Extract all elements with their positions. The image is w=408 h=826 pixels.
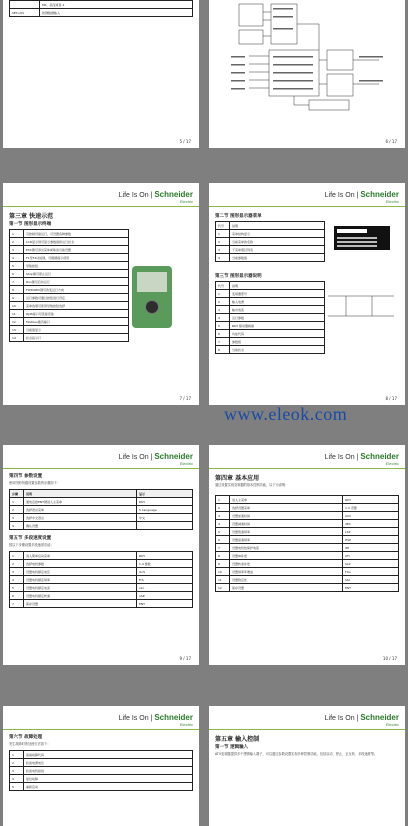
schneider-logo: Life Is On | Schneider Electric bbox=[118, 452, 193, 466]
table-row: 2 当前菜单的名称 bbox=[216, 238, 325, 246]
table-row: 5 重新启动 bbox=[10, 783, 193, 791]
table-row: 1 进入主菜单 RDY bbox=[216, 496, 399, 504]
table-row: 12 保存设置 ENT bbox=[216, 584, 399, 592]
page-header bbox=[3, 449, 199, 469]
sub-title: 第一节 逻辑输入 bbox=[215, 745, 249, 750]
table-row: 2 检查电源电压 bbox=[10, 759, 193, 767]
sub-title: 第六节 故障处理 bbox=[9, 735, 43, 740]
terminal-parts-table bbox=[9, 229, 129, 342]
page-2 bbox=[209, 0, 405, 148]
page-header bbox=[209, 449, 405, 469]
table-row: 6 设置高速频率 HSP bbox=[216, 536, 399, 544]
wiring-diagram bbox=[209, 0, 405, 120]
table-row: 5 设置电机额定电流 nCr bbox=[10, 584, 193, 592]
fault-table bbox=[9, 750, 193, 791]
page-header bbox=[3, 187, 199, 207]
table-row: 8 FWD/REV键可改变运行方向 bbox=[10, 286, 129, 294]
sub-title: 第二节 图形显示器菜单 bbox=[215, 214, 262, 219]
menu-table bbox=[215, 221, 325, 262]
navigation-knob bbox=[145, 300, 159, 314]
table-row: 7 设置电机热保护电流 ItH bbox=[216, 544, 399, 552]
section-title: 第四章 基本应用 bbox=[215, 475, 260, 482]
table-row: 9 运行参数可通过按钮进行设定 bbox=[10, 294, 129, 302]
menu-screen-image bbox=[334, 226, 390, 250]
table-row: 1 变频器型号 bbox=[216, 290, 325, 298]
table-row: 2 输入电源 bbox=[216, 298, 325, 306]
page-7 bbox=[3, 706, 199, 826]
table-row: 5 RDY 驱动器就绪 bbox=[216, 322, 325, 330]
table-row: 2 选择设置菜单 1.3 设置 bbox=[216, 504, 399, 512]
watermark: www.eleok.com bbox=[224, 404, 348, 424]
table-row: 7 参数组 bbox=[216, 338, 325, 346]
page-header bbox=[209, 710, 405, 730]
sub-title: 第一节 图形显示终端 bbox=[9, 222, 52, 227]
table-row: 3 ESC键可退出菜单或取消当前设置 bbox=[10, 246, 129, 254]
multispeed-table bbox=[9, 551, 193, 608]
table-row: 3 选择中文语言 中文 bbox=[10, 514, 193, 522]
table-row: 6 设置电机额定转速 nSP bbox=[10, 592, 193, 600]
table-row: 6 功能代码 bbox=[216, 330, 325, 338]
table-row: 3 子菜单项目列表 bbox=[216, 246, 325, 254]
table-row: 11 设置稳定性 StA bbox=[216, 576, 399, 584]
intro-text: 发生故障时的处理方法如下： bbox=[9, 742, 51, 746]
page-5 bbox=[3, 445, 199, 665]
table-row: 4 F1至F4功能键，可根据提示使用 bbox=[10, 254, 129, 262]
section-title: 第五章 输入控制 bbox=[215, 736, 260, 743]
page-6 bbox=[209, 445, 405, 665]
schneider-logo: Life Is On | Schneider Electric bbox=[324, 713, 399, 727]
table-row: 8 设置IR补偿 UFr bbox=[216, 552, 399, 560]
table-row: 1 进入简单启动菜单 RDY bbox=[10, 552, 193, 560]
table-header: 步骤 说明 显示 bbox=[10, 490, 193, 498]
page-header bbox=[3, 710, 199, 730]
table-row: 代号 说明 bbox=[216, 282, 325, 290]
parameter-table bbox=[9, 489, 193, 530]
page-footer: 5 / 17 bbox=[179, 139, 191, 144]
intro-text: 使用图形终端设置参数的步骤如下： bbox=[9, 481, 60, 485]
table-row: 10 菜单选项可使用导航按钮选择 bbox=[10, 302, 129, 310]
table-row: 2 LCD显示屏可显示参数值和运行状态 bbox=[10, 238, 129, 246]
display-diagram bbox=[326, 286, 396, 326]
table-row: 3 输出电流 bbox=[216, 306, 325, 314]
table-row: Mb、高压或者-1 bbox=[10, 1, 193, 9]
table-row: 14 状态指示灯 bbox=[10, 334, 129, 342]
page-header bbox=[209, 187, 405, 207]
table-row: 11 RJ45接口可连接设备 bbox=[10, 310, 129, 318]
table-row: 2 选择电机参数 1.4 参数 bbox=[10, 560, 193, 568]
schneider-logo: Life Is On | Schneider Electric bbox=[324, 190, 399, 204]
page-footer: 6 / 17 bbox=[385, 139, 397, 144]
terminal-image bbox=[132, 266, 172, 328]
paragraph: ATV变频器提供多个逻辑输入端子，可以通过参数设置实现多种控制功能，包括启动、停止、正反转、多段速度等。 bbox=[215, 752, 378, 756]
table-row: 1 通电后按ENT键进入主菜单 RDY bbox=[10, 498, 193, 506]
table-row: 10 设置频率环增益 FLG bbox=[216, 568, 399, 576]
page-footer: 7 / 17 bbox=[179, 396, 191, 401]
sub-title-2: 第三节 图形显示器说明 bbox=[215, 274, 262, 279]
table-row: 7 保存设置 ENT bbox=[10, 600, 193, 608]
schneider-logo: Life Is On | Schneider Electric bbox=[324, 452, 399, 466]
table-row: 3 设置加速时间 ACC bbox=[216, 512, 399, 520]
page-8 bbox=[209, 706, 405, 826]
table-row: 1 菜单结构显示 bbox=[216, 230, 325, 238]
display-table bbox=[215, 281, 325, 354]
table-row: 2 选择语言菜单 5 Language bbox=[10, 506, 193, 514]
schneider-logo: Life Is On | Schneider Electric bbox=[118, 190, 193, 204]
table-row: 3 设置电机额定电压 UnS bbox=[10, 568, 193, 576]
sub-title-2: 第五节 多段速度设置 bbox=[9, 536, 52, 541]
table-row: 5 导航按钮 bbox=[10, 262, 129, 270]
page-1 bbox=[3, 0, 199, 148]
table-row: 4 设置减速时间 dEC bbox=[216, 520, 399, 528]
table-row: 8 当前状态 bbox=[216, 346, 325, 354]
table-row: 12 Modbus通讯端口 bbox=[10, 318, 129, 326]
section-title: 第三章 快速示范 bbox=[9, 213, 54, 220]
table-row: 4 复位故障 bbox=[10, 775, 193, 783]
table-row: 5 设置低速频率 LSP bbox=[216, 528, 399, 536]
intro-text: 通过设置实现变频器的基本控制功能，以下为说明： bbox=[215, 483, 289, 487]
table-row: 代号 说明 bbox=[216, 222, 325, 230]
page-footer: 10 / 17 bbox=[382, 656, 397, 661]
table-row: 4 设置电机额定频率 FrS bbox=[10, 576, 193, 584]
table-row: SET-LUS 按键数据输入 bbox=[10, 9, 193, 17]
table-row: 4 当前参数值 bbox=[216, 254, 325, 262]
table-row: 13 当前值显示 bbox=[10, 326, 129, 334]
terminal-screen bbox=[137, 272, 167, 292]
table-row: 1 可控制设备运行，可设置各种参数 bbox=[10, 230, 129, 238]
page-footer: 9 / 17 bbox=[179, 656, 191, 661]
intro-text-2: 按以下步骤设置多段速度功能： bbox=[9, 543, 54, 547]
table-row: 1 查看故障代码 bbox=[10, 751, 193, 759]
table-row: 7 Run键可启动运行 bbox=[10, 278, 129, 286]
table-row: 4 确认设置 bbox=[10, 522, 193, 530]
page-footer: 8 / 17 bbox=[385, 396, 397, 401]
basic-settings-table bbox=[215, 495, 399, 592]
table-row: 4 运行参数 bbox=[216, 314, 325, 322]
table-row: 6 Stop键可停止运行 bbox=[10, 270, 129, 278]
page-1-table bbox=[9, 0, 193, 17]
table-row: 3 检查电机接线 bbox=[10, 767, 193, 775]
table-row: 9 设置转差补偿 SLP bbox=[216, 560, 399, 568]
sub-title: 第四节 参数设置 bbox=[9, 474, 43, 479]
schneider-logo: Life Is On | Schneider Electric bbox=[118, 713, 193, 727]
